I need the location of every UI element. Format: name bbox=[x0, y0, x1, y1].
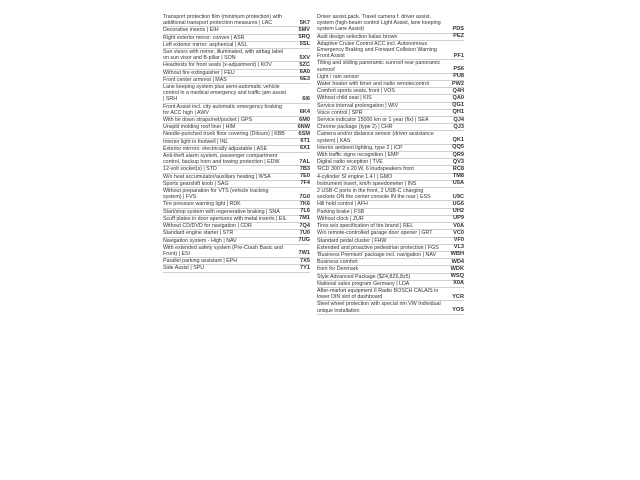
equipment-description: Without fire extinguisher | FEU bbox=[163, 69, 235, 76]
equipment-row bbox=[317, 174, 464, 181]
equipment-description: Scuff plates in door apertures with metal inserts | EIL bbox=[163, 215, 287, 222]
equipment-row bbox=[163, 230, 310, 237]
equipment-code: QJ4 bbox=[453, 116, 464, 123]
equipment-code: QK1 bbox=[452, 137, 464, 144]
equipment-code: 7L6 bbox=[300, 208, 310, 215]
equipment-description: Left exterior mirror: aspherical | ASL bbox=[163, 41, 248, 48]
equipment-row bbox=[163, 62, 310, 69]
equipment-code: WBH bbox=[450, 251, 464, 258]
equipment-code: TM8 bbox=[452, 173, 464, 180]
equipment-code: PF1 bbox=[453, 52, 464, 59]
equipment-code: 5K7 bbox=[299, 19, 310, 26]
equipment-code: 6T1 bbox=[300, 138, 310, 145]
equipment-column-left bbox=[163, 14, 310, 273]
equipment-row bbox=[317, 41, 464, 61]
equipment-code: 7B3 bbox=[299, 165, 310, 172]
equipment-code: 7K6 bbox=[299, 200, 310, 207]
equipment-row bbox=[163, 201, 310, 208]
equipment-row bbox=[317, 124, 464, 131]
equipment-description: Without child seat | KIS bbox=[317, 95, 372, 102]
equipment-code: 7Q4 bbox=[299, 222, 310, 229]
equipment-row bbox=[163, 35, 310, 42]
equipment-row bbox=[163, 124, 310, 131]
equipment-description: Style Advanced Package ($Z4,8Z6,8z5) bbox=[317, 273, 411, 280]
equipment-row bbox=[317, 110, 464, 117]
equipment-row bbox=[163, 84, 310, 104]
equipment-row bbox=[163, 77, 310, 84]
equipment-code: QQ5 bbox=[452, 144, 464, 151]
equipment-description: After-market equipment II Radio BOSCH CALAIS in lower DIN slot of dashboard bbox=[317, 287, 439, 301]
equipment-description: Decorative inserts | EIH bbox=[163, 27, 219, 34]
equipment-description: Start/stop system with regenerative braking | SNA bbox=[163, 208, 280, 215]
equipment-row bbox=[163, 146, 310, 153]
equipment-code: 7G0 bbox=[299, 193, 310, 200]
equipment-code: PEZ bbox=[453, 33, 464, 40]
equipment-description: Standard pedal cluster | FHW bbox=[317, 237, 387, 244]
equipment-code: PS6 bbox=[453, 66, 464, 73]
equipment-description: Service indicator 15000 km or 1 year (fix) | SEA bbox=[317, 117, 429, 124]
equipment-description: With traffic signs recognition | EMP bbox=[317, 152, 399, 159]
equipment-code: 5RQ bbox=[298, 34, 310, 41]
equipment-row bbox=[317, 103, 464, 110]
equipment-row bbox=[317, 223, 464, 230]
equipment-description: Parallel parking assistant | EPH bbox=[163, 258, 238, 265]
equipment-row bbox=[317, 88, 464, 95]
equipment-code: 5MV bbox=[298, 26, 310, 33]
equipment-description: Interior ambient lighting, type 2 | ICP bbox=[317, 144, 403, 151]
equipment-description: National sales program Germany | LDA bbox=[317, 280, 410, 287]
equipment-description: Without CD/DVD for navigation | CDR bbox=[163, 223, 252, 230]
equipment-description: Front center armrest | MAS bbox=[163, 76, 227, 83]
equipment-code: UH2 bbox=[452, 208, 464, 215]
equipment-code: VL3 bbox=[453, 244, 464, 251]
equipment-description: Unsplit molding roof liner | HIM bbox=[163, 124, 236, 131]
equipment-code: WDK bbox=[450, 265, 464, 272]
equipment-code: PU8 bbox=[453, 73, 464, 80]
equipment-row bbox=[163, 174, 310, 181]
equipment-description: Tilting and sliding panoramic sunroof rear panoramic sunroof bbox=[317, 60, 441, 73]
equipment-row bbox=[317, 60, 464, 73]
equipment-description: 'Business Premium' package incl. navigation | NAV bbox=[317, 251, 437, 258]
equipment-row bbox=[317, 301, 464, 314]
equipment-row bbox=[317, 166, 464, 173]
equipment-description: Tires w/o specification of tire brand | REL bbox=[317, 223, 414, 230]
equipment-row bbox=[163, 265, 310, 272]
equipment-row bbox=[317, 188, 464, 201]
equipment-description: Digital radio reception | TVE bbox=[317, 159, 383, 166]
equipment-code: 6K4 bbox=[299, 109, 310, 116]
equipment-description: 4-cylinder SI engine 1.4 l | GMO bbox=[317, 173, 393, 180]
equipment-row bbox=[317, 159, 464, 166]
equipment-description: 12-volt socket(s) | STD bbox=[163, 166, 217, 173]
equipment-row bbox=[163, 49, 310, 62]
equipment-code: 7U0 bbox=[299, 229, 310, 236]
equipment-code: QV3 bbox=[452, 158, 464, 165]
equipment-row bbox=[163, 42, 310, 49]
equipment-code: 7F4 bbox=[300, 180, 310, 187]
equipment-description: Chrome package (type 2) | CHR bbox=[317, 124, 393, 131]
equipment-row bbox=[317, 95, 464, 102]
equipment-row bbox=[163, 117, 310, 124]
equipment-code: PDS bbox=[452, 25, 464, 32]
equipment-code: RC8 bbox=[452, 165, 464, 172]
equipment-column-right bbox=[317, 14, 464, 315]
equipment-row bbox=[317, 245, 464, 252]
equipment-description: Instrument insert, km/h speedometer | INS bbox=[317, 180, 417, 187]
equipment-code: QH1 bbox=[452, 109, 464, 116]
equipment-row bbox=[317, 274, 464, 281]
equipment-code: UG6 bbox=[452, 200, 464, 207]
equipment-description: Anti-theft alarm system, passenger compartment control, backup horn and towing protection | EDW bbox=[163, 153, 280, 166]
equipment-row bbox=[163, 258, 310, 265]
equipment-code: 7AL bbox=[299, 158, 310, 165]
equipment-row bbox=[163, 14, 310, 27]
equipment-code: YOS bbox=[452, 307, 464, 314]
equipment-code: QJ3 bbox=[453, 123, 464, 130]
equipment-row bbox=[163, 131, 310, 138]
equipment-description: Tire pressure warning light | RDK bbox=[163, 201, 241, 208]
equipment-row bbox=[163, 104, 310, 117]
equipment-code: 6NW bbox=[297, 123, 310, 130]
equipment-code: 7E0 bbox=[300, 173, 310, 180]
equipment-description: Adaptive Cruise Control ACC incl. Autonomous Emergency Braking and Forward Collision Warning Front Assist bbox=[317, 40, 437, 60]
equipment-row bbox=[317, 145, 464, 152]
equipment-description: 2 USB-C ports in the front, 2 USB-C charging sockets ON the center console IN the rear | ESS bbox=[317, 188, 431, 201]
equipment-code: QG1 bbox=[452, 102, 464, 109]
equipment-row bbox=[317, 117, 464, 124]
equipment-code: QA0 bbox=[452, 94, 464, 101]
equipment-code: YCR bbox=[452, 293, 464, 300]
equipment-description: With extended safety system (Pre-Crash Basic and Front) | ESI bbox=[163, 244, 283, 257]
equipment-code: Q4H bbox=[452, 87, 464, 94]
equipment-code: 5ZC bbox=[299, 61, 310, 68]
equipment-description: Interior light in footwell | INL bbox=[163, 138, 229, 145]
equipment-description: Light / rain sensor bbox=[317, 73, 360, 80]
equipment-row bbox=[163, 223, 310, 230]
equipment-code: 5XV bbox=[299, 54, 310, 61]
equipment-code: 7UG bbox=[298, 237, 310, 243]
equipment-code: 6M0 bbox=[299, 116, 310, 123]
equipment-row bbox=[163, 216, 310, 223]
equipment-description: Hill hold control | AFH bbox=[317, 201, 368, 208]
equipment-description: Comfort sports seats, front | VOS bbox=[317, 88, 395, 95]
equipment-description: Parking brake | FSB bbox=[317, 208, 365, 215]
equipment-description: Headrests for front seats (x-adjustment) | KOV bbox=[163, 62, 272, 69]
equipment-row bbox=[317, 81, 464, 88]
equipment-description: Front Assist incl. city automatic emergency braking for ACC high | AWV bbox=[163, 103, 282, 116]
equipment-code: 7Y1 bbox=[300, 264, 310, 271]
equipment-row bbox=[317, 34, 464, 41]
equipment-row bbox=[317, 181, 464, 188]
equipment-description: Voice control | SPR bbox=[317, 109, 363, 116]
equipment-row bbox=[317, 216, 464, 223]
equipment-description: 'RCD 300' 2 x 20 W, 6 loudspeakers front bbox=[317, 166, 414, 173]
equipment-row bbox=[163, 153, 310, 166]
equipment-description: Audi design selection balao brown bbox=[317, 33, 398, 40]
equipment-description: Driver assist.pack. Travel camera f. driver assist. system (high-beam control Light Assist, lane keeping system Lane Assist) bbox=[317, 14, 441, 33]
equipment-row bbox=[163, 209, 310, 216]
equipment-description: Transport protection film (minimum protection) with additional transport protection measures | LAC bbox=[163, 14, 283, 27]
equipment-row bbox=[317, 252, 464, 259]
equipment-code: U9C bbox=[452, 193, 464, 200]
equipment-row bbox=[317, 259, 464, 266]
equipment-description: Standard engine starter | STR bbox=[163, 230, 234, 237]
equipment-row bbox=[317, 131, 464, 144]
equipment-description: Side Assist | SPU bbox=[163, 265, 205, 272]
equipment-row bbox=[317, 74, 464, 81]
equipment-row bbox=[317, 288, 464, 301]
equipment-code: UP9 bbox=[453, 215, 464, 222]
equipment-code: U5A bbox=[452, 180, 464, 187]
equipment-code: 6X1 bbox=[300, 145, 310, 152]
equipment-description: Business comfort bbox=[317, 259, 358, 266]
equipment-description: Steel wheel protection with special rim VW Individual unique installation bbox=[317, 301, 441, 314]
equipment-code: QR9 bbox=[452, 151, 464, 158]
equipment-description: Service interval prolongation | WIV bbox=[317, 102, 399, 109]
equipment-code: 7W1 bbox=[298, 250, 310, 257]
equipment-description: Sun visors with mirror, illuminated, with airbag label on sun visor and B-pillar | SON bbox=[163, 49, 284, 62]
equipment-description: Water heater with timer and radio remotecontrol bbox=[317, 81, 429, 88]
equipment-description: Sports gearshift knob | SAG bbox=[163, 180, 229, 187]
equipment-code: 7X5 bbox=[300, 257, 310, 264]
equipment-code: WSQ bbox=[450, 273, 464, 280]
equipment-code: 5SL bbox=[299, 41, 310, 48]
equipment-code: 6SM bbox=[298, 130, 310, 137]
equipment-row bbox=[163, 245, 310, 258]
equipment-description: from for Denmark bbox=[317, 266, 359, 273]
equipment-code: 7M1 bbox=[299, 215, 310, 222]
equipment-row bbox=[317, 238, 464, 245]
equipment-description: Without clock | ZUR bbox=[317, 215, 364, 222]
equipment-description: Extended and proactive pedestrian protection | FGS bbox=[317, 244, 439, 251]
equipment-description: Right exterior mirror: convex | ASR bbox=[163, 34, 245, 41]
equipment-row bbox=[317, 209, 464, 216]
equipment-code: 6I6 bbox=[302, 95, 310, 102]
equipment-row bbox=[317, 230, 464, 237]
equipment-description: W/o heat accumulator/auxiliary heating | WSA bbox=[163, 173, 271, 180]
equipment-row bbox=[163, 70, 310, 77]
equipment-row bbox=[317, 281, 464, 288]
equipment-code: WD4 bbox=[451, 258, 464, 265]
equipment-row bbox=[163, 139, 310, 146]
equipment-description: Navigation system - High | NAV bbox=[163, 237, 237, 244]
equipment-row bbox=[163, 166, 310, 173]
equipment-row bbox=[317, 14, 464, 34]
equipment-row bbox=[163, 181, 310, 188]
equipment-description: Camera and/or distance sensor (driver assistance system) | KAS bbox=[317, 131, 434, 144]
equipment-description: Without preparation for VTS (vehicle tracking system) | FVS bbox=[163, 188, 269, 201]
equipment-description: With tie down straps/net/pocket | GPS bbox=[163, 117, 253, 124]
equipment-code: 6A0 bbox=[299, 69, 310, 76]
equipment-row bbox=[317, 152, 464, 159]
equipment-code: VC0 bbox=[453, 229, 464, 236]
equipment-row bbox=[163, 27, 310, 34]
equipment-row bbox=[163, 238, 310, 245]
equipment-description: Exterior mirrors: electrically adjustable | ASE bbox=[163, 145, 268, 152]
equipment-row bbox=[163, 188, 310, 201]
equipment-code: VF0 bbox=[453, 237, 464, 243]
equipment-description: Lane keeping system plus semi-automatic vehicle control in a medical emergency and traffic jam assist | SRH bbox=[163, 84, 286, 103]
equipment-description: Needle-punched trunk floor covering (Dilours) | KBB bbox=[163, 131, 285, 138]
equipment-row bbox=[317, 266, 464, 273]
equipment-code: 6E3 bbox=[300, 76, 310, 83]
equipment-description: W/o remote-controlled garage door opener | GRT bbox=[317, 230, 433, 237]
equipment-row bbox=[317, 201, 464, 208]
equipment-code: V0A bbox=[453, 222, 464, 229]
equipment-code: PW2 bbox=[451, 80, 464, 87]
equipment-code: X0A bbox=[453, 280, 464, 287]
